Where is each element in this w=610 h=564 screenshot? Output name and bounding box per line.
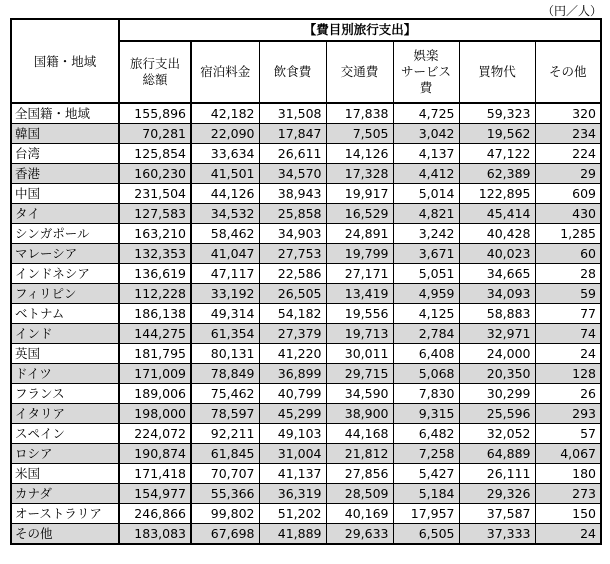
cell-accommodation: 58,462 — [191, 224, 259, 244]
cell-food-drink: 26,505 — [259, 284, 326, 304]
cell-accommodation: 67,698 — [191, 524, 259, 545]
cell-transport: 24,891 — [326, 224, 393, 244]
cell-other: 430 — [535, 204, 601, 224]
cell-transport: 27,171 — [326, 264, 393, 284]
cell-accommodation: 80,131 — [191, 344, 259, 364]
cell-shopping: 40,428 — [459, 224, 535, 244]
cell-entertainment-services: 17,957 — [393, 504, 459, 524]
cell-entertainment-services: 4,725 — [393, 103, 459, 124]
row-label: ベトナム — [11, 304, 119, 324]
table-row — [11, 184, 601, 204]
cell-other: 24 — [535, 524, 601, 545]
cell-other: 273 — [535, 484, 601, 504]
table-row — [11, 424, 601, 444]
row-label: イタリア — [11, 404, 119, 424]
table-row — [11, 464, 601, 484]
row-label: ドイツ — [11, 364, 119, 384]
cell-accommodation: 61,354 — [191, 324, 259, 344]
cell-other: 74 — [535, 324, 601, 344]
cell-accommodation: 75,462 — [191, 384, 259, 404]
unit-label: （円／人） — [541, 4, 602, 18]
row-label: 英国 — [11, 344, 119, 364]
cell-entertainment-services: 5,184 — [393, 484, 459, 504]
cell-transport: 13,419 — [326, 284, 393, 304]
cell-transport: 28,509 — [326, 484, 393, 504]
table-row — [11, 164, 601, 184]
cell-shopping: 58,883 — [459, 304, 535, 324]
cell-food-drink: 27,753 — [259, 244, 326, 264]
cell-total-expenditure: 70,281 — [119, 124, 191, 144]
cell-total-expenditure: 190,874 — [119, 444, 191, 464]
column-header-entertainment-services: 娯楽 サービス 費 — [393, 41, 459, 103]
row-label: 全国籍・地域 — [11, 103, 119, 124]
cell-entertainment-services: 2,784 — [393, 324, 459, 344]
table-row — [11, 404, 601, 424]
cell-accommodation: 78,597 — [191, 404, 259, 424]
cell-shopping: 45,414 — [459, 204, 535, 224]
cell-accommodation: 34,532 — [191, 204, 259, 224]
cell-accommodation: 78,849 — [191, 364, 259, 384]
cell-total-expenditure: 154,977 — [119, 484, 191, 504]
cell-other: 234 — [535, 124, 601, 144]
table-row — [11, 444, 601, 464]
cell-other: 24 — [535, 344, 601, 364]
cell-transport: 40,169 — [326, 504, 393, 524]
cell-total-expenditure: 224,072 — [119, 424, 191, 444]
cell-shopping: 59,323 — [459, 103, 535, 124]
cell-shopping: 20,350 — [459, 364, 535, 384]
cell-food-drink: 31,004 — [259, 444, 326, 464]
cell-transport: 29,633 — [326, 524, 393, 545]
cell-shopping: 37,587 — [459, 504, 535, 524]
cell-transport: 19,556 — [326, 304, 393, 324]
table-row — [11, 344, 601, 364]
table-row — [11, 304, 601, 324]
table-row — [11, 204, 601, 224]
cell-entertainment-services: 6,482 — [393, 424, 459, 444]
cell-total-expenditure: 163,210 — [119, 224, 191, 244]
cell-other: 293 — [535, 404, 601, 424]
cell-entertainment-services: 7,258 — [393, 444, 459, 464]
table-row — [11, 224, 601, 244]
cell-other: 59 — [535, 284, 601, 304]
row-label: インド — [11, 324, 119, 344]
row-label: オーストラリア — [11, 504, 119, 524]
cell-transport: 38,900 — [326, 404, 393, 424]
cell-accommodation: 44,126 — [191, 184, 259, 204]
cell-shopping: 19,562 — [459, 124, 535, 144]
cell-total-expenditure: 231,504 — [119, 184, 191, 204]
row-label: シンガポール — [11, 224, 119, 244]
cell-other: 180 — [535, 464, 601, 484]
column-header-other: その他 — [535, 41, 601, 103]
cell-accommodation: 22,090 — [191, 124, 259, 144]
cell-accommodation: 49,314 — [191, 304, 259, 324]
cell-other: 28 — [535, 264, 601, 284]
cell-other: 1,285 — [535, 224, 601, 244]
cell-food-drink: 40,799 — [259, 384, 326, 404]
table-row — [11, 124, 601, 144]
header-country-region: 国籍・地域 — [11, 19, 119, 103]
cell-total-expenditure: 183,083 — [119, 524, 191, 545]
cell-total-expenditure: 186,138 — [119, 304, 191, 324]
cell-entertainment-services: 5,068 — [393, 364, 459, 384]
row-label: その他 — [11, 524, 119, 545]
cell-total-expenditure: 136,619 — [119, 264, 191, 284]
cell-food-drink: 22,586 — [259, 264, 326, 284]
row-label: スペイン — [11, 424, 119, 444]
cell-other: 150 — [535, 504, 601, 524]
cell-total-expenditure: 144,275 — [119, 324, 191, 344]
cell-total-expenditure: 171,009 — [119, 364, 191, 384]
cell-total-expenditure: 155,896 — [119, 103, 191, 124]
cell-other: 26 — [535, 384, 601, 404]
cell-accommodation: 47,117 — [191, 264, 259, 284]
table-row — [11, 364, 601, 384]
cell-shopping: 32,971 — [459, 324, 535, 344]
cell-total-expenditure: 171,418 — [119, 464, 191, 484]
cell-accommodation: 70,707 — [191, 464, 259, 484]
cell-food-drink: 41,137 — [259, 464, 326, 484]
cell-transport: 34,590 — [326, 384, 393, 404]
cell-accommodation: 92,211 — [191, 424, 259, 444]
cell-shopping: 34,665 — [459, 264, 535, 284]
row-label: カナダ — [11, 484, 119, 504]
cell-entertainment-services: 4,137 — [393, 144, 459, 164]
row-label: 米国 — [11, 464, 119, 484]
cell-food-drink: 45,299 — [259, 404, 326, 424]
cell-shopping: 29,326 — [459, 484, 535, 504]
table-row — [11, 103, 601, 124]
row-label: 韓国 — [11, 124, 119, 144]
table-row — [11, 264, 601, 284]
cell-entertainment-services: 4,412 — [393, 164, 459, 184]
cell-total-expenditure: 189,006 — [119, 384, 191, 404]
expenditure-table — [10, 18, 602, 545]
cell-transport: 30,011 — [326, 344, 393, 364]
cell-accommodation: 41,501 — [191, 164, 259, 184]
cell-food-drink: 41,889 — [259, 524, 326, 545]
cell-transport: 29,715 — [326, 364, 393, 384]
row-label: マレーシア — [11, 244, 119, 264]
cell-other: 224 — [535, 144, 601, 164]
table-row — [11, 324, 601, 344]
cell-shopping: 25,596 — [459, 404, 535, 424]
column-header-food-drink: 飲食費 — [259, 41, 326, 103]
column-header-shopping: 買物代 — [459, 41, 535, 103]
cell-food-drink: 26,611 — [259, 144, 326, 164]
table-row — [11, 144, 601, 164]
cell-transport: 17,328 — [326, 164, 393, 184]
cell-food-drink: 36,319 — [259, 484, 326, 504]
column-header-accommodation: 宿泊料金 — [191, 41, 259, 103]
cell-food-drink: 36,899 — [259, 364, 326, 384]
cell-entertainment-services: 5,051 — [393, 264, 459, 284]
cell-accommodation: 99,802 — [191, 504, 259, 524]
cell-food-drink: 54,182 — [259, 304, 326, 324]
cell-other: 320 — [535, 103, 601, 124]
cell-transport: 19,713 — [326, 324, 393, 344]
cell-food-drink: 51,202 — [259, 504, 326, 524]
row-label: 台湾 — [11, 144, 119, 164]
column-header-total-expenditure: 旅行支出 総額 — [119, 41, 191, 103]
cell-shopping: 47,122 — [459, 144, 535, 164]
cell-entertainment-services: 6,505 — [393, 524, 459, 545]
row-label: フランス — [11, 384, 119, 404]
cell-other: 609 — [535, 184, 601, 204]
table-row — [11, 384, 601, 404]
cell-transport: 17,838 — [326, 103, 393, 124]
cell-other: 128 — [535, 364, 601, 384]
cell-transport: 16,529 — [326, 204, 393, 224]
cell-total-expenditure: 246,866 — [119, 504, 191, 524]
cell-shopping: 64,889 — [459, 444, 535, 464]
cell-food-drink: 34,570 — [259, 164, 326, 184]
cell-total-expenditure: 181,795 — [119, 344, 191, 364]
cell-total-expenditure: 198,000 — [119, 404, 191, 424]
row-label: インドネシア — [11, 264, 119, 284]
cell-total-expenditure: 160,230 — [119, 164, 191, 184]
table-row — [11, 524, 601, 545]
cell-transport: 27,856 — [326, 464, 393, 484]
cell-entertainment-services: 3,242 — [393, 224, 459, 244]
cell-total-expenditure: 127,583 — [119, 204, 191, 224]
cell-other: 29 — [535, 164, 601, 184]
cell-transport: 19,917 — [326, 184, 393, 204]
cell-transport: 44,168 — [326, 424, 393, 444]
row-label: ロシア — [11, 444, 119, 464]
table-row — [11, 484, 601, 504]
cell-entertainment-services: 4,821 — [393, 204, 459, 224]
cell-other: 57 — [535, 424, 601, 444]
cell-shopping: 37,333 — [459, 524, 535, 545]
cell-accommodation: 55,366 — [191, 484, 259, 504]
cell-accommodation: 42,182 — [191, 103, 259, 124]
cell-other: 4,067 — [535, 444, 601, 464]
cell-entertainment-services: 5,014 — [393, 184, 459, 204]
header-group-title: 【費目別旅行支出】 — [119, 19, 601, 41]
cell-entertainment-services: 4,959 — [393, 284, 459, 304]
cell-entertainment-services: 7,830 — [393, 384, 459, 404]
cell-transport: 19,799 — [326, 244, 393, 264]
row-label: 中国 — [11, 184, 119, 204]
row-label: フィリピン — [11, 284, 119, 304]
cell-entertainment-services: 9,315 — [393, 404, 459, 424]
cell-transport: 21,812 — [326, 444, 393, 464]
cell-food-drink: 31,508 — [259, 103, 326, 124]
table-row — [11, 284, 601, 304]
cell-transport: 7,505 — [326, 124, 393, 144]
cell-total-expenditure: 132,353 — [119, 244, 191, 264]
cell-shopping: 30,299 — [459, 384, 535, 404]
column-header-transport: 交通費 — [326, 41, 393, 103]
cell-food-drink: 38,943 — [259, 184, 326, 204]
cell-accommodation: 41,047 — [191, 244, 259, 264]
row-label: 香港 — [11, 164, 119, 184]
cell-shopping: 26,111 — [459, 464, 535, 484]
cell-food-drink: 41,220 — [259, 344, 326, 364]
cell-entertainment-services: 3,671 — [393, 244, 459, 264]
cell-shopping: 122,895 — [459, 184, 535, 204]
cell-food-drink: 27,379 — [259, 324, 326, 344]
cell-transport: 14,126 — [326, 144, 393, 164]
cell-entertainment-services: 4,125 — [393, 304, 459, 324]
cell-accommodation: 33,192 — [191, 284, 259, 304]
table-row — [11, 244, 601, 264]
cell-other: 60 — [535, 244, 601, 264]
cell-total-expenditure: 125,854 — [119, 144, 191, 164]
cell-food-drink: 25,858 — [259, 204, 326, 224]
cell-shopping: 24,000 — [459, 344, 535, 364]
cell-entertainment-services: 5,427 — [393, 464, 459, 484]
cell-food-drink: 34,903 — [259, 224, 326, 244]
cell-entertainment-services: 6,408 — [393, 344, 459, 364]
cell-food-drink: 49,103 — [259, 424, 326, 444]
cell-shopping: 34,093 — [459, 284, 535, 304]
cell-accommodation: 33,634 — [191, 144, 259, 164]
cell-total-expenditure: 112,228 — [119, 284, 191, 304]
cell-accommodation: 61,845 — [191, 444, 259, 464]
cell-entertainment-services: 3,042 — [393, 124, 459, 144]
cell-shopping: 40,023 — [459, 244, 535, 264]
row-label: タイ — [11, 204, 119, 224]
cell-shopping: 62,389 — [459, 164, 535, 184]
table-row — [11, 504, 601, 524]
cell-other: 77 — [535, 304, 601, 324]
cell-shopping: 32,052 — [459, 424, 535, 444]
cell-food-drink: 17,847 — [259, 124, 326, 144]
